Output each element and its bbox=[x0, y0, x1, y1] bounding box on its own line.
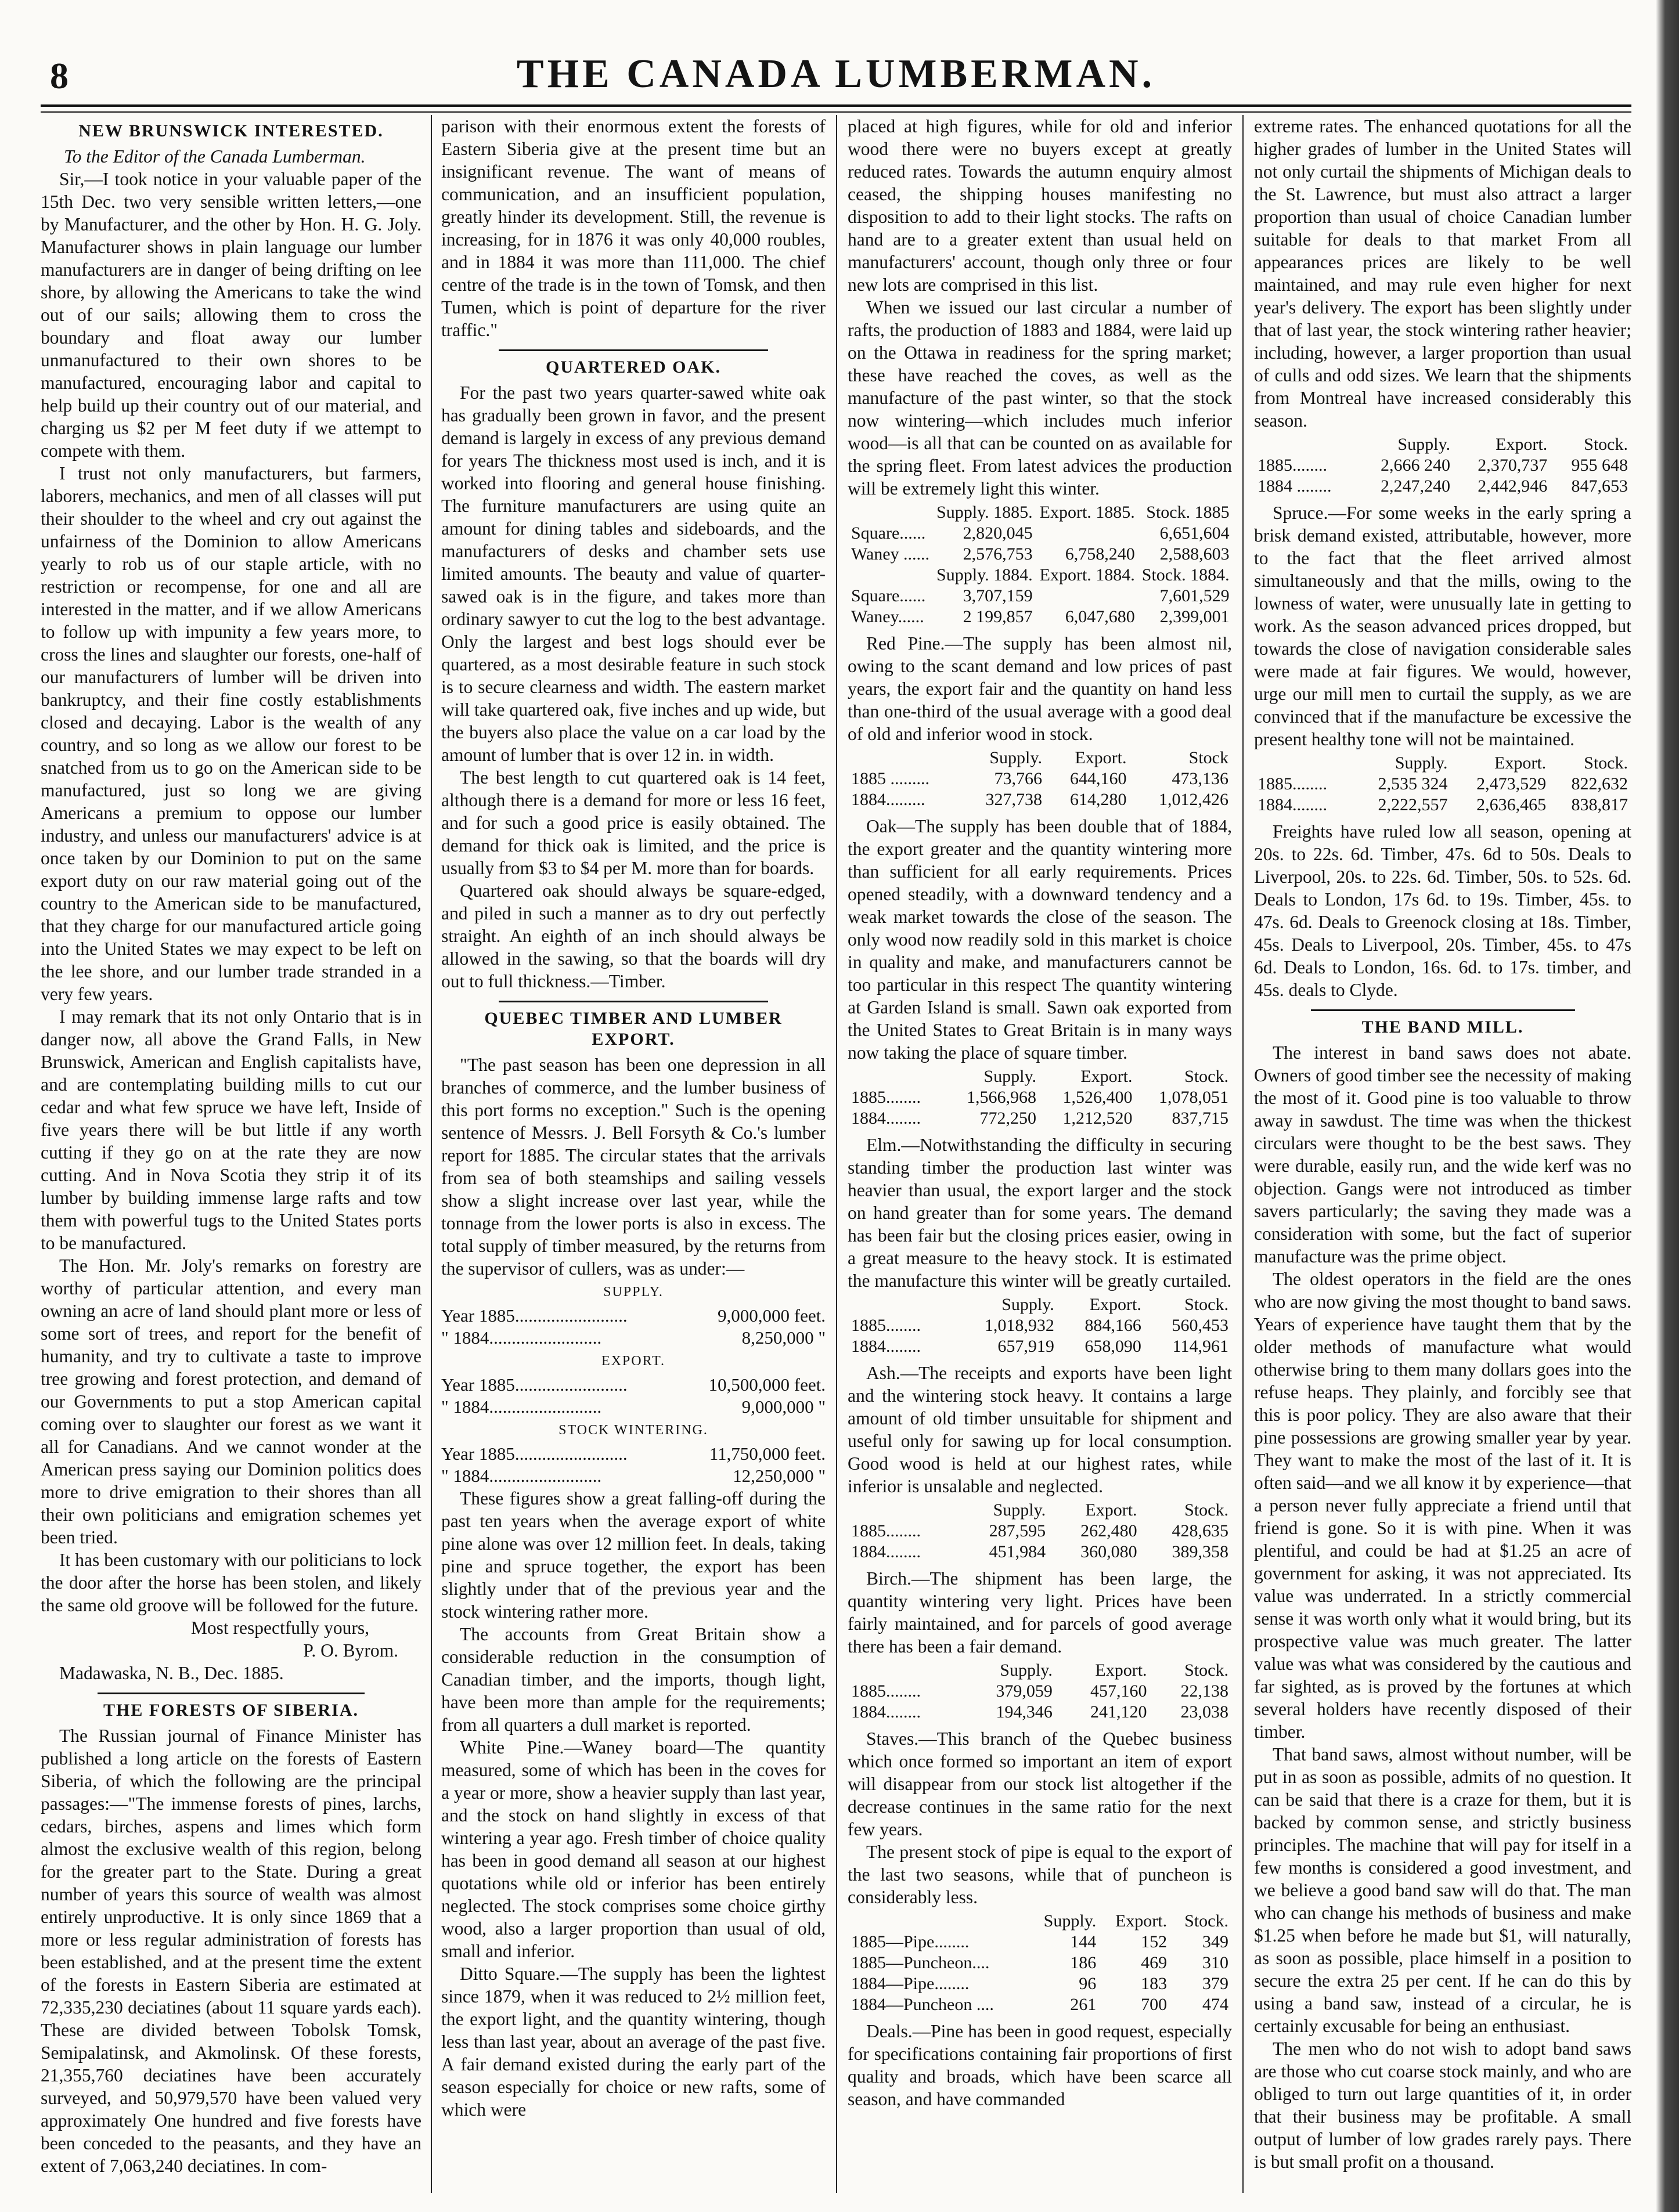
headline-new-brunswick: NEW BRUNSWICK INTERESTED. bbox=[78, 121, 384, 140]
table-header-row bbox=[848, 1294, 1232, 1315]
table-header-cell: Stock. bbox=[1184, 1661, 1228, 1680]
table-cell: 349 bbox=[1202, 1932, 1228, 1951]
table-row bbox=[848, 1953, 1232, 1973]
column-1 bbox=[41, 115, 421, 2193]
table-cell: 1884........ bbox=[1258, 795, 1327, 814]
table-header-cell: Stock. 1884. bbox=[1141, 565, 1230, 584]
table-cell: 261 bbox=[1070, 1995, 1097, 2014]
table-header-cell bbox=[848, 1500, 958, 1521]
paragraph: The Hon. Mr. Joly's remarks on forestry are worthy of particular attention, and every man owning an acre of land should plant more or less of some sort of trees, and report for the benefit of humanity, and try to cultivate a taste to improve tree growing and forest protection, and demand of our Governments to put a stop American capital coming over to slaughter our forest as we want it all for Canadians. And we cannot wonder at the American press saying our Dominion politics does more to drive emigration to their shores than all their own politicians and emigration schemes yet been tried. bbox=[41, 1255, 421, 1547]
table-cell: 96 bbox=[1079, 1974, 1097, 1993]
table-cell: 2,576,753 bbox=[963, 544, 1033, 564]
table-header-cell: Supply. 1885. bbox=[936, 503, 1033, 522]
table-header-row bbox=[848, 502, 1232, 523]
table-row bbox=[848, 1542, 1232, 1563]
table-cell: Year 1885......................... bbox=[441, 1444, 628, 1464]
paragraph: I trust not only manufacturers, but farmers, laborers, mechanics, and men of all classes will put their shoulder to the wheel and cry out against the unfairness of the Dominion to allow Americans yearly to rob us of our staple article, with no restriction or recompense, for one and all are interested in the matter, and if we allow Americans to follow up with impunity a few years more, to cross the lines and slaughter our forests, one-half of our manufacturers of lumber will be driven into bankruptcy, and their fine costly establishments closed and decaying. Labor is the wealth of any country, and so long as we allow our forest to be snatched from us to go on the American side to be manufactured, just so long we are giving Americans a premium to oppose our lumber industry, and unless our manufacturers' advice is at once taken by our Dominion to put on the same export duty on our raw material going out of the country to the American side to be manufactured, that they charge for our manufactured article going into the United States we may expect to be left on the lee shore, and our lumber trade stranded in a very few years. bbox=[41, 463, 421, 1004]
table-cell: 955 648 bbox=[1571, 456, 1628, 475]
masthead-rule bbox=[41, 104, 1631, 113]
table-cell: 6,651,604 bbox=[1159, 524, 1230, 543]
table-cell: 644,160 bbox=[1070, 769, 1127, 788]
table-cell: 1884........ bbox=[851, 1542, 921, 1561]
supply-label: SUPPLY. bbox=[603, 1284, 664, 1300]
table-cell: 152 bbox=[1141, 1932, 1168, 1951]
table-header-cell: Export. bbox=[1075, 748, 1127, 767]
paragraph: When we issued our last circular a number of rafts, the production of 1883 and 1884, were laid up on the Ottawa in readiness for the spring market; these have reached the coves, as well as the manufacture of the past winter, so that the stock now wintering—which includes much inferior wood—is all that can be counted on as available for the spring fleet. From latest advices the production will be extremely light this winter. bbox=[848, 297, 1232, 499]
table-cell: 1885........ bbox=[851, 1088, 921, 1107]
table-header-cell: Supply. bbox=[1395, 753, 1448, 773]
table-cell: 241,120 bbox=[1090, 1702, 1147, 1722]
table-cell: 1884 ........ bbox=[1258, 477, 1332, 496]
newspaper-title: THE CANADA LUMBERMAN. bbox=[516, 52, 1156, 96]
table-cell: 847,653 bbox=[1571, 477, 1628, 496]
table-row bbox=[848, 1702, 1232, 1723]
table-header-row bbox=[1254, 434, 1631, 455]
table-header-cell: Export. bbox=[1496, 435, 1548, 454]
column-4 bbox=[1254, 115, 1631, 2193]
paragraph: parison with their enormous extent the forests of Eastern Siberia give at the present time but an insignificant revenue. The want of means of communication, and an insufficient population, greatly hinder its development. Still, the revenue is increasing, for in 1876 it was only 40,000 roubles, and in 1884 it was more than 111,000. The chief centre of the trade is in the town of Tomsk, and then Tumen, which is point of departure for the river traffic." bbox=[441, 116, 826, 340]
stock-wintering-label: STOCK WINTERING. bbox=[559, 1423, 708, 1438]
paragraph: Oak—The supply has been double that of 1884, the export greater and the quantity wintering more than sufficient for all early requirements. Prices opened steadily, with a downward tendency and a weak market towards the close of the season. The only wood now readily sold in this market is choice in quality and make, and manufacturers cannot be too particular in this respect The quantity wintering at Garden Island is small. Sawn oak exported from the United States to Great Britain is in many ways now taking the place of square timber. bbox=[848, 816, 1232, 1063]
table-cell: 2,535 324 bbox=[1378, 774, 1448, 793]
table-header-cell: Stock. 1885 bbox=[1146, 503, 1230, 522]
table-header-row bbox=[848, 1911, 1232, 1932]
table-cell: 9,000,000 feet. bbox=[718, 1305, 826, 1326]
table-header-cell bbox=[848, 565, 933, 586]
table-header-cell: Export. 1884. bbox=[1039, 565, 1135, 584]
export-row bbox=[441, 1396, 826, 1418]
table-cell: 287,595 bbox=[989, 1521, 1046, 1540]
table-cell: 2,442,946 bbox=[1478, 477, 1548, 496]
paragraph: White Pine.—Waney board—The quantity measured, some of which has been in the coves for a year or more, show a heavier supply than last year, and the stock on hand slightly in excess of that wintering a year ago. Fresh timber of choice quality has been in good demand all season at our highest quotations while old or inferior has been entirely neglected. The stock comprises some choice girthy wood, also a larger proportion than usual of old, small and inferior. bbox=[441, 1737, 826, 1961]
table-cell: Square...... bbox=[851, 524, 926, 543]
table-cell: Waney...... bbox=[851, 607, 924, 626]
table-header-cell bbox=[848, 1294, 953, 1315]
salutation: To the Editor of the Canada Lumberman. bbox=[64, 146, 366, 167]
stock-row bbox=[441, 1465, 826, 1487]
paragraph: placed at high figures, while for old and inferior wood there were no buyers except at greatly reduced rates. Towards the autumn enquiry almost ceased, the shipping houses manifesting no disposition to add to their light stocks. The rafts on hand are to a greater extent than usual held on manufacturers' account, though only three or four new lots are comprised in this list. bbox=[848, 116, 1232, 295]
table-cell: Waney ...... bbox=[851, 544, 930, 564]
table-cell: 614,280 bbox=[1070, 790, 1127, 809]
table-cell: 1,018,932 bbox=[984, 1316, 1054, 1335]
table-header-cell: Export. bbox=[1089, 1295, 1141, 1314]
page-number: 8 bbox=[50, 55, 69, 96]
table-header-cell bbox=[1254, 434, 1357, 455]
section-rule bbox=[1311, 1009, 1575, 1011]
table-cell: 2,820,045 bbox=[963, 524, 1033, 543]
table-header-cell bbox=[848, 502, 933, 523]
table-row bbox=[848, 1336, 1232, 1357]
paragraph: These figures show a great falling-off during the past ten years when the average export of white pine alone was over 12 million feet. In deals, taking pine and spruce together, the export has been slightly under that of the previous year and the stock wintering rather more. bbox=[441, 1488, 826, 1622]
table-row bbox=[848, 544, 1232, 565]
table-cell: 1,526,400 bbox=[1062, 1088, 1133, 1107]
table-cell bbox=[1036, 586, 1138, 607]
paragraph: "The past season has been one depression in all branches of commerce, and the lumber business of this port forms no exception." Such is the opening sentence of Messrs. J. Bell Forsyth & Co.'s lumber report for 1885. The circular states that the arrivals from sea of both steamships and sailing vessels show a slight increase over last year, while the tonnage from the lower ports is also in excess. The total supply of timber measured, by the returns from the supervisor of cullers, was as under:— bbox=[441, 1055, 826, 1279]
paragraph: The oldest operators in the field are the ones who are now giving the most thought to band saws. Years of experience have taught them that by the older methods of manufacture what would otherwise bring to them many dollars goes into the refuse heaps. They plainly, and forcibly see that this is poor policy. They are also aware that their pine possessions are growing smaller year by year. They want to make the most of the last of it. It is often said—and we all know it by experience—that a person never fully appreciate a friend until that friend is gone. So it is with pine. When it was plentiful, and could be had at $1.25 an acre of government for asking, it was not appreciated. Its value was underrated. In a strictly commercial sense it was worth only what it would bring, but its prospective value was much greater. The latter value was what was considered by the cautious and far sighted, as is proved by the fortunes at which several holders have recently disposed of their timber. bbox=[1254, 1269, 1631, 1742]
table-cell: 2,247,240 bbox=[1381, 477, 1450, 496]
table-header-cell: Stock. bbox=[1184, 1911, 1228, 1930]
table-header-cell bbox=[848, 1911, 1028, 1932]
table-cell: 9,000,000 " bbox=[741, 1397, 826, 1417]
column-divider bbox=[836, 115, 837, 2193]
table-cell: 772,250 bbox=[979, 1109, 1036, 1128]
column-divider bbox=[1242, 115, 1244, 2193]
table-cell: 1884........ bbox=[851, 1337, 921, 1356]
table-cell: 1884........ bbox=[851, 1109, 921, 1128]
paragraph: The accounts from Great Britain show a considerable reduction in the consumption of Canadian timber, and the imports, though light, have been more than ample for the requirements; from all quarters a dull market is reported. bbox=[441, 1624, 826, 1735]
headline-forests-of-siberia: THE FORESTS OF SIBERIA. bbox=[103, 1701, 359, 1720]
masthead bbox=[41, 51, 1631, 104]
table-cell: 22,138 bbox=[1180, 1681, 1228, 1701]
table-header-row bbox=[848, 1066, 1232, 1087]
table-cell: 838,817 bbox=[1571, 795, 1628, 814]
table-cell: 2,588,603 bbox=[1159, 544, 1230, 564]
table-cell: 6,047,680 bbox=[1065, 607, 1135, 626]
paragraph: For the past two years quarter-sawed white oak has gradually been grown in favor, and the present demand is largely in excess of any previous demand for years The thickness most used is inch, and it is worked into flooring and general house finishing. The furniture manufacturers are using quite an amount for dining tables and sideboards, and the manufacturers of desks and chamber sets use limited amounts. The beauty and value of quarter-sawed oak is in the figure, and takes more than ordinary sawyer to cut the log to the best advantage. Only the largest and best logs should ever be quartered, as a most desirable feature in such stock is to secure clearness and width. The eastern market will take quartered oak, five inches and up wide, but the buyers also place the value on a car load by the amount of lumber that is over 12 in. in width. bbox=[441, 383, 826, 765]
table-header-row bbox=[1254, 753, 1631, 774]
table-header-cell: Supply. bbox=[993, 1500, 1046, 1520]
table-cell: 1885........ bbox=[851, 1316, 921, 1335]
table-cell bbox=[1036, 523, 1138, 544]
table-row bbox=[848, 1315, 1232, 1336]
letter-closing: Most respectfully yours, bbox=[190, 1618, 369, 1638]
table-cell: 837,715 bbox=[1172, 1109, 1228, 1128]
paragraph: Freights have ruled low all season, opening at 20s. to 22s. 6d. Timber, 47s. 6d to 50s. Deals to Liverpool, 20s. to 22s. 6d. Timber, 50s. to 52s. 6d. Deals to London, 17s 6d. to 19s. Timber, 45s. to 47s. 6d. Deals to Greenock closing at 18s. Timber, 45s. Deals to Liverpool, 20s. Timber, 45s. to 47s 6d. Deals to London, 16s. 6d. to 17s. timber, and 45s. deals to Clyde. bbox=[1254, 821, 1631, 1000]
table-cell: 73,766 bbox=[994, 769, 1042, 788]
table-cell: 2,666 240 bbox=[1381, 456, 1450, 475]
table-header-cell: Stock. bbox=[1184, 1067, 1228, 1086]
table-header-cell: Export. 1885. bbox=[1039, 503, 1135, 522]
staves-table bbox=[848, 1911, 1232, 2015]
table-cell: 451,984 bbox=[989, 1542, 1046, 1561]
paragraph: It has been customary with our politicians to lock the door after the horse has been stolen, and likely the same old groove will be followed for the future. bbox=[41, 1550, 421, 1615]
table-cell: Square...... bbox=[851, 586, 926, 605]
table-cell: 23,038 bbox=[1180, 1702, 1228, 1722]
paragraph: The men who do not wish to adopt band saws are those who cut coarse stock mainly, and who are obliged to turn out large quantities of it, in order that their business may be profitable. A small output of lumber of low grades rarely pays. There is but small profit on a thousand. bbox=[1254, 2038, 1631, 2172]
table-cell: 1884—Pipe........ bbox=[851, 1974, 970, 1993]
table-cell: 700 bbox=[1141, 1995, 1168, 2014]
table-row bbox=[1254, 476, 1631, 497]
paragraph: Elm.—Notwithstanding the difficulty in securing standing timber the production last winter was heavier than usual, the export larger and the stock on hand greater than for some years. The demand has been fair but the closing prices easier, owing in a great measure to the heavy stock. It is estimated the manufacture this winter will be greatly curtailed. bbox=[848, 1135, 1232, 1291]
table-row bbox=[848, 607, 1232, 627]
supply-row bbox=[441, 1305, 826, 1327]
table-cell: 3,707,159 bbox=[963, 586, 1033, 605]
table-cell: 457,160 bbox=[1090, 1681, 1147, 1701]
table-cell: 186 bbox=[1070, 1953, 1097, 1972]
paragraph: Spruce.—For some weeks in the early spring a brisk demand existed, attributable, however, more to the fact that the fleet arrived almost simultaneously and that the mills, owing to the lowness of water, were unusually late in getting to work. As the season advanced prices dropped, but towards the close of navigation considerable sales were made at fair figures. We would, however, urge our mill men to curtail the supply, as we are convinced that if the manufacture be excessive the present healthy tone will not be maintained. bbox=[1254, 503, 1631, 749]
table-cell: 2 199,857 bbox=[963, 607, 1033, 626]
table-row bbox=[848, 1108, 1232, 1129]
table-header-cell: Export. bbox=[1494, 753, 1547, 773]
paragraph: extreme rates. The enhanced quotations for all the higher grades of lumber in the United States will not only curtail the shipments of Michigan deals to the St. Lawrence, but must also attract a larger proportion than usual of choice Canadian lumber suitable for deals to that market From all appearances prices are likely to be well maintained, and may rule even higher for next year's delivery. The export has been slightly under that of last year, the stock wintering rather heavier; including, however, a larger proportion than usual of culls and odd sizes. We learn that the shipments from Montreal have increased considerably this season. bbox=[1254, 116, 1631, 431]
table-cell: 1885........ bbox=[1258, 774, 1327, 793]
paragraph: The interest in band saws does not abate. Owners of good timber see the necessity of making the most of it. Good pine is too valuable to throw away in sawdust. The time was when the thickest circulars were thought to be the best saws. They were durable, easily run, and the wide kerf was no objection. Gangs were not introduced as timber savers particularly; the saving they made was a consideration with some, but the fact of superior manufacture was the prime object. bbox=[1254, 1042, 1631, 1266]
table-cell: 7,601,529 bbox=[1159, 586, 1230, 605]
table-cell: Year 1885......................... bbox=[441, 1374, 628, 1395]
table-cell: 194,346 bbox=[996, 1702, 1053, 1722]
table-cell: 1,212,520 bbox=[1062, 1109, 1133, 1128]
table-cell: 2,399,001 bbox=[1159, 607, 1230, 626]
table-cell: 822,632 bbox=[1571, 774, 1628, 793]
supply-row bbox=[441, 1327, 826, 1349]
export-row bbox=[441, 1374, 826, 1396]
export-label: EXPORT. bbox=[601, 1354, 666, 1369]
table-cell: 2,222,557 bbox=[1378, 795, 1448, 814]
letter-place-date: Madawaska, N. B., Dec. 1885. bbox=[59, 1663, 284, 1683]
table-cell: 379,059 bbox=[996, 1681, 1053, 1701]
paragraph: The Russian journal of Finance Minister has published a long article on the forests of Eastern Siberia, of which the following are the principal passages:—"The immense forests of pines, larchs, cedars, birches, aspens and limes which form almost the exclusive wealth of this region, belong for the greater part to the State. During a great number of years this source of wealth was almost entirely unproductive. It is only since 1869 that a more or less regular administration of forests has been established, and at the present time the extent of the forests in Eastern Siberia are estimated at 72,335,230 deciatines (about 11 square yards each). These are divided between Tobolsk Tomsk, Semipalatinsk, and Akmolinsk. Of these forests, 21,355,760 deciatines have been accurately surveyed, and 50,979,570 have been valued very approximately One hundred and five forests have been conceded to the peasants, and they have an extent of 7,063,240 deciatines. In com- bbox=[41, 1726, 421, 2176]
table-cell: 379 bbox=[1202, 1974, 1228, 1993]
table-cell: 114,961 bbox=[1172, 1337, 1228, 1356]
column-2 bbox=[441, 115, 826, 2193]
table-row bbox=[848, 586, 1232, 607]
table-cell: 1885........ bbox=[1258, 456, 1327, 475]
table-cell: 310 bbox=[1202, 1953, 1228, 1972]
paragraph: Ditto Square.—The supply has been the lightest since 1879, when it was reduced to 2½ million feet, the export light, and the quantity wintering, though less than last year, about an average of the past five. A fair demand existed during the early part of the season especially for choice or new rafts, some of which were bbox=[441, 1964, 826, 2120]
table-header-cell: Supply. bbox=[1043, 1911, 1097, 1930]
table-row bbox=[1254, 774, 1631, 795]
table-cell: 2,370,737 bbox=[1478, 456, 1548, 475]
paragraph: Birch.—The shipment has been large, the quantity wintering very light. Prices have been fairly maintained, and for parcels of good average there has been a fair demand. bbox=[848, 1568, 1232, 1657]
table-cell: 1,012,426 bbox=[1159, 790, 1228, 809]
table-cell: 10,500,000 feet. bbox=[708, 1374, 826, 1395]
table-cell: 144 bbox=[1070, 1932, 1097, 1951]
deals-table bbox=[1254, 434, 1631, 497]
table-header-cell bbox=[848, 1066, 944, 1087]
table-cell: 1885 ......... bbox=[851, 769, 929, 788]
oak-table bbox=[848, 1066, 1232, 1129]
table-header-cell bbox=[1254, 753, 1353, 774]
table-cell: 262,480 bbox=[1080, 1521, 1137, 1540]
table-header-cell bbox=[848, 1660, 961, 1681]
table-cell: " 1884......................... bbox=[441, 1466, 602, 1486]
table-cell: 1885—Pipe........ bbox=[851, 1932, 970, 1951]
paragraph: Ash.—The receipts and exports have been light and the wintering stock heavy. It contains a large amount of old timber unsuitable for shipment and useful only for sawing up for local consumption. Good wood is held at our highest rates, while inferior is unsalable and neglected. bbox=[848, 1363, 1232, 1496]
table-cell: 2,473,529 bbox=[1476, 774, 1547, 793]
table-cell: 884,166 bbox=[1084, 1316, 1141, 1335]
table-row bbox=[1254, 795, 1631, 815]
table-cell: 428,635 bbox=[1172, 1521, 1228, 1540]
table-header-row bbox=[848, 565, 1232, 586]
table-header-cell: Supply. bbox=[1000, 1661, 1053, 1680]
ash-table bbox=[848, 1500, 1232, 1563]
table-header-cell: Stock. bbox=[1184, 1295, 1228, 1314]
table-cell: 560,453 bbox=[1172, 1316, 1228, 1335]
table-cell: 1884........ bbox=[851, 1702, 921, 1722]
table-header-cell: Export. bbox=[1095, 1661, 1147, 1680]
table-cell: 1,078,051 bbox=[1159, 1088, 1228, 1107]
birch-table bbox=[848, 1660, 1232, 1723]
section-rule bbox=[98, 1693, 364, 1694]
table-cell: 1884—Puncheon .... bbox=[851, 1995, 994, 2014]
section-rule bbox=[499, 349, 768, 351]
elm-table bbox=[848, 1294, 1232, 1357]
table-cell: 1,566,968 bbox=[967, 1088, 1036, 1107]
table-cell: " 1884......................... bbox=[441, 1327, 602, 1348]
table-header-cell: Supply. bbox=[1397, 435, 1450, 454]
headline-band-mill: THE BAND MILL. bbox=[1361, 1017, 1524, 1037]
table-cell: 1885........ bbox=[851, 1681, 921, 1701]
headline-quartered-oak: QUARTERED OAK. bbox=[546, 358, 721, 377]
table-cell: 2,636,465 bbox=[1476, 795, 1547, 814]
scan-edge-shadow bbox=[1656, 0, 1679, 2212]
square-waney-table bbox=[848, 502, 1232, 627]
paragraph: The present stock of pipe is equal to the export of the last two seasons, while that of puncheon is considerably less. bbox=[848, 1842, 1232, 1907]
table-row bbox=[848, 1521, 1232, 1542]
table-header-cell: Supply. 1884. bbox=[936, 565, 1033, 584]
table-header-cell: Export. bbox=[1080, 1067, 1133, 1086]
red-pine-table bbox=[848, 748, 1232, 810]
table-cell: " 1884......................... bbox=[441, 1397, 602, 1417]
table-header-cell: Stock. bbox=[1584, 435, 1628, 454]
table-cell: 658,090 bbox=[1084, 1337, 1141, 1356]
letter-signature: P. O. Byrom. bbox=[303, 1640, 398, 1661]
column-divider bbox=[431, 115, 432, 2193]
table-cell: 1885........ bbox=[851, 1521, 921, 1540]
table-header-row bbox=[848, 1660, 1232, 1681]
table-header-row bbox=[848, 748, 1232, 768]
table-header-cell: Export. bbox=[1115, 1911, 1168, 1930]
table-header-cell: Supply. bbox=[989, 748, 1042, 767]
stock-row bbox=[441, 1443, 826, 1465]
paragraph: Deals.—Pine has been in good request, especially for specifications containing fair proportions of first quality and broads, which have been scarce all season, and have commanded bbox=[848, 2021, 1232, 2109]
table-cell: 657,919 bbox=[997, 1337, 1054, 1356]
paragraph: Red Pine.—The supply has been almost nil, owing to the scant demand and low prices of past years, the export fair and the quantity on hand less than one-third of the usual average with a good deal of old and inferior wood in stock. bbox=[848, 633, 1232, 744]
table-header-cell: Stock. bbox=[1184, 1500, 1228, 1520]
article-columns bbox=[41, 115, 1631, 2193]
paragraph: Quartered oak should always be square-edged, and piled in such a manner as to dry out perfectly straight. An eighth of an inch should always be allowed in the sawing, so that the boards will dry out to full thickness.—Timber. bbox=[441, 881, 826, 991]
table-cell: 11,750,000 feet. bbox=[709, 1444, 826, 1464]
headline-quebec-export: QUEBEC TIMBER AND LUMBER EXPORT. bbox=[484, 1009, 783, 1049]
paragraph: The best length to cut quartered oak is 14 feet, although there is a demand for more or less 16 feet, and for such a good price is easily obtained. The demand for thick oak is limited, and the price is usually from $3 to $4 per M. more than for boards. bbox=[441, 767, 826, 878]
paragraph: That band saws, almost without number, will be put in as soon as possible, admits of no question. It can be said that there is a craze for them, but it is backed by common sense, and strictly business principles. The machine that will pay for itself in a few months is considered a good investment, and we believe a good band saw will do that. The man who can change his methods of business and make $1.25 when before he made but $1, will naturally, as soon as possible, place himself in a position to secure the extra 25 per cent. If he can do this by using a band saw, instead of a circular, he is certainly excusable for being an enthusiast. bbox=[1254, 1744, 1631, 2036]
table-cell: Year 1885......................... bbox=[441, 1305, 628, 1326]
table-header-cell: Stock bbox=[1188, 748, 1228, 767]
table-header-cell bbox=[848, 748, 961, 768]
table-row bbox=[848, 1994, 1232, 2015]
table-row bbox=[848, 1681, 1232, 1702]
table-row bbox=[848, 1932, 1232, 1953]
table-row bbox=[848, 1973, 1232, 1994]
table-row bbox=[1254, 455, 1631, 476]
table-header-cell: Stock. bbox=[1584, 753, 1628, 773]
table-row bbox=[848, 523, 1232, 544]
table-cell: 8,250,000 " bbox=[741, 1327, 826, 1348]
table-cell: 183 bbox=[1141, 1974, 1168, 1993]
table-row bbox=[848, 768, 1232, 789]
table-cell: 1885—Puncheon.... bbox=[851, 1953, 990, 1972]
table-cell: 1884......... bbox=[851, 790, 925, 809]
table-cell: 474 bbox=[1202, 1995, 1228, 2014]
table-cell: 473,136 bbox=[1172, 769, 1228, 788]
table-cell: 6,758,240 bbox=[1065, 544, 1135, 564]
spruce-table bbox=[1254, 753, 1631, 815]
section-rule bbox=[499, 1001, 768, 1002]
table-row bbox=[848, 1087, 1232, 1108]
table-row bbox=[848, 789, 1232, 810]
table-cell: 360,080 bbox=[1080, 1542, 1137, 1561]
table-cell: 327,738 bbox=[985, 790, 1042, 809]
table-header-cell: Supply. bbox=[983, 1067, 1036, 1086]
paragraph: Sir,—I took notice in your valuable paper of the 15th Dec. two very sensible written letters,—one by Manufacturer, and the other by Hon. H. G. Joly. Manufacturer shows in plain language our lumber manufacturers are in danger of being drifting on lee shore, by allowing the Americans to take the wind out of our sails; allowing them to cross the boundary and float away our lumber unmanufactured to their own shores to be manufactured, encouraging labor and capital to help build up their country out of our material, and charging us $2 per M feet duty if we attempt to compete with them. bbox=[41, 169, 421, 461]
column-3 bbox=[848, 115, 1232, 2193]
table-header-cell: Supply. bbox=[1001, 1295, 1054, 1314]
paragraph: I may remark that its not only Ontario that is in danger now, all above the Grand Falls, in New Brunswick, American and English capitalists have, and are contemplating building mills to cut our cedar and what few spruce we have left, Inside of five years there will be but little if any worth cutting if they go on at the rate they are now cutting. And in Nova Scotia they strip it of its lumber by building immense large rafts and tow them with powerful tugs to the United States ports to be manufactured. bbox=[41, 1006, 421, 1253]
table-header-cell: Export. bbox=[1085, 1500, 1137, 1520]
table-cell: 389,358 bbox=[1172, 1542, 1228, 1561]
paragraph: Staves.—This branch of the Quebec business which once formed so important an item of export will disappear from our stock list altogether if the decrease continues in the same ratio for the next few years. bbox=[848, 1729, 1232, 1839]
table-cell: 469 bbox=[1141, 1953, 1168, 1972]
table-cell: 12,250,000 " bbox=[733, 1466, 826, 1486]
table-header-row bbox=[848, 1500, 1232, 1521]
